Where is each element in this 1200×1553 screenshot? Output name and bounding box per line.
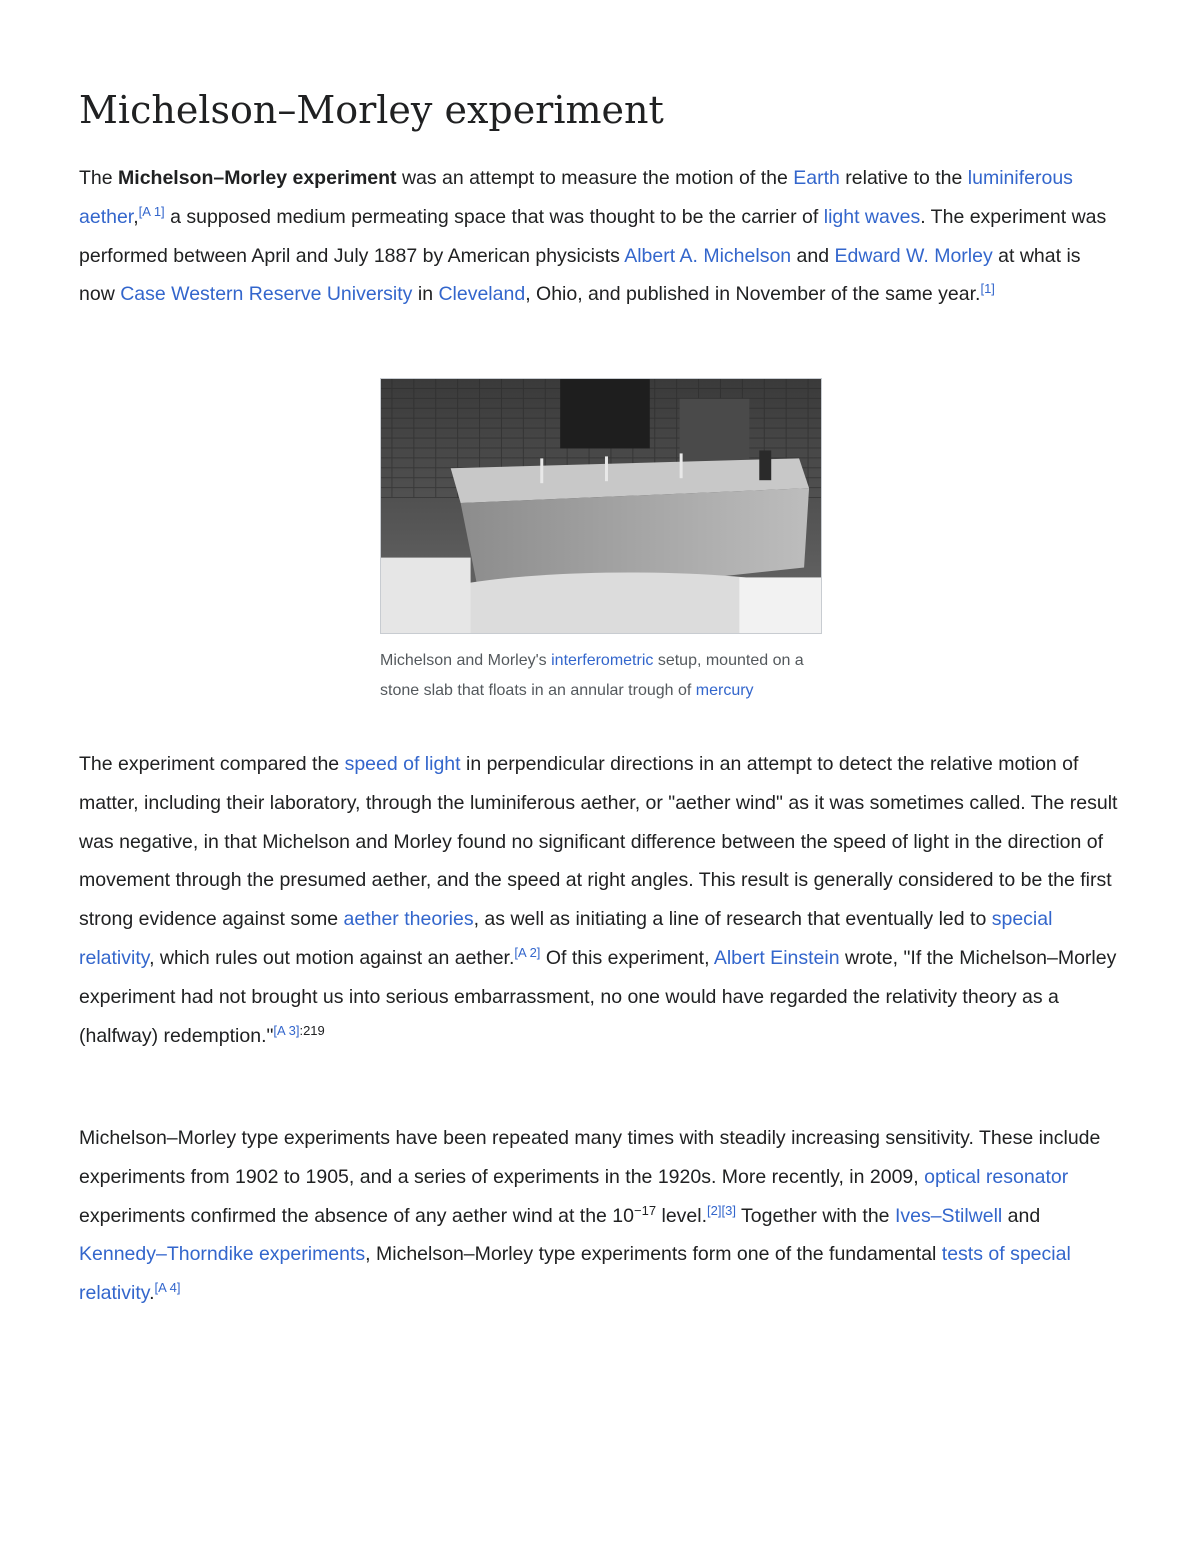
link-luminiferous-aether[interactable]: luminiferous aether bbox=[79, 167, 1073, 228]
link-albert-michelson[interactable]: Albert A. Michelson bbox=[624, 244, 792, 267]
link-albert-einstein[interactable]: Albert Einstein bbox=[713, 946, 840, 969]
text-run: , bbox=[133, 205, 139, 228]
link-speed-of-light[interactable]: speed of light bbox=[344, 753, 461, 775]
citation-a1 bbox=[139, 204, 165, 219]
citation-link-2[interactable]: [2] bbox=[707, 1202, 722, 1218]
citation-2-3 bbox=[707, 1203, 736, 1218]
citation-1 bbox=[980, 281, 994, 296]
link-edward-morley[interactable]: Edward W. Morley bbox=[834, 244, 993, 267]
figure-caption bbox=[380, 646, 810, 706]
text-run: relative to the bbox=[839, 167, 968, 189]
text-run: wrote, "If the Michelson–Morley experiment had not brought us into serious embarrassment, no one would have regarded the relativity theory as a (halfway) redemption." bbox=[79, 946, 1117, 1047]
interferometer-photo[interactable] bbox=[380, 378, 822, 634]
link-interferometric[interactable]: interferometric bbox=[551, 652, 654, 669]
text-run: level. bbox=[656, 1204, 708, 1227]
text-run: and bbox=[791, 244, 835, 267]
text-run: Together with the bbox=[735, 1204, 895, 1227]
text-run: , Ohio, and published in November of the same year. bbox=[525, 283, 981, 306]
text-run: in bbox=[412, 283, 439, 306]
citation-link-a1[interactable]: [A 1] bbox=[138, 203, 165, 219]
text-run: . bbox=[149, 1282, 155, 1305]
text-run: , Michelson–Morley type experiments form one of the fundamental bbox=[365, 1243, 942, 1266]
results-paragraph bbox=[79, 745, 1121, 1055]
text-run: at what is now bbox=[79, 244, 1081, 306]
link-ives-stilwell[interactable]: Ives–Stilwell bbox=[894, 1204, 1003, 1227]
text-run: experiments confirmed the absence of any aether wind at the 10 bbox=[79, 1204, 634, 1227]
text-run: a supposed medium permeating space that was thought to be the carrier of bbox=[164, 205, 824, 228]
followup-paragraph bbox=[79, 1119, 1121, 1313]
citation-link-a4[interactable]: [A 4] bbox=[154, 1280, 181, 1296]
citation-a2 bbox=[514, 945, 540, 960]
experiment-figure bbox=[380, 378, 822, 706]
link-tests-of-special-relativity[interactable]: tests of special relativity bbox=[79, 1243, 1071, 1305]
page-title: Michelson–Morley experiment bbox=[79, 88, 664, 132]
link-aether-theories[interactable]: aether theories bbox=[343, 908, 474, 931]
text-run: Of this experiment, bbox=[540, 946, 714, 969]
citation-link-3[interactable]: [3] bbox=[721, 1202, 736, 1218]
citation-link-a3[interactable]: [A 3] bbox=[273, 1022, 300, 1038]
bold-term: Michelson–Morley experiment bbox=[118, 167, 397, 189]
text-run: Michelson and Morley's bbox=[380, 652, 552, 669]
link-special-relativity[interactable]: special relativity bbox=[79, 908, 1053, 969]
citation-a3 bbox=[273, 1023, 324, 1038]
text-run: setup, mounted on a stone slab that floats in an annular trough of bbox=[380, 652, 804, 699]
link-case-western[interactable]: Case Western Reserve University bbox=[120, 283, 413, 306]
text-run: . The experiment was performed between April and July 1887 by American physicists bbox=[79, 205, 1107, 267]
text-run: The bbox=[79, 167, 119, 189]
link-kennedy-thorndike[interactable]: Kennedy–Thorndike experiments bbox=[79, 1243, 366, 1266]
link-earth[interactable]: Earth bbox=[793, 167, 840, 189]
exponent: −17 bbox=[634, 1202, 657, 1218]
citation-link-1[interactable]: [1] bbox=[980, 281, 995, 297]
link-cleveland[interactable]: Cleveland bbox=[438, 283, 526, 306]
link-optical-resonator[interactable]: optical resonator bbox=[924, 1165, 1069, 1188]
link-light-waves[interactable]: light waves bbox=[823, 205, 921, 228]
text-run: , which rules out motion against an aether. bbox=[149, 946, 515, 969]
page-reference: :219 bbox=[299, 1022, 325, 1038]
intro-paragraph bbox=[79, 159, 1121, 314]
text-run: in perpendicular directions in an attempt to detect the relative motion of matter, including their laboratory, through the luminiferous aether, or "aether wind" as it was sometimes called. The result was negative, in that Michelson and Morley found no significant difference between the speed of light in the direction of movement through the presumed aether, and the speed at right angles. This result is generally considered to be the first strong evidence against some bbox=[79, 753, 1118, 931]
link-mercury[interactable]: mercury bbox=[695, 682, 754, 699]
citation-link-a2[interactable]: [A 2] bbox=[514, 944, 541, 960]
text-run: , as well as initiating a line of research that eventually led to bbox=[473, 908, 992, 931]
text-run: and bbox=[1002, 1204, 1041, 1227]
text-run: was an attempt to measure the motion of the bbox=[396, 167, 794, 189]
text-run: The experiment compared the bbox=[79, 753, 345, 775]
citation-a4 bbox=[155, 1280, 181, 1295]
text-run: Michelson–Morley type experiments have been repeated many times with steadily increasing sensitivity. These include experiments from 1902 to 1905, and a series of experiments in the 1920s. More recently, in 2009, bbox=[79, 1127, 1101, 1188]
